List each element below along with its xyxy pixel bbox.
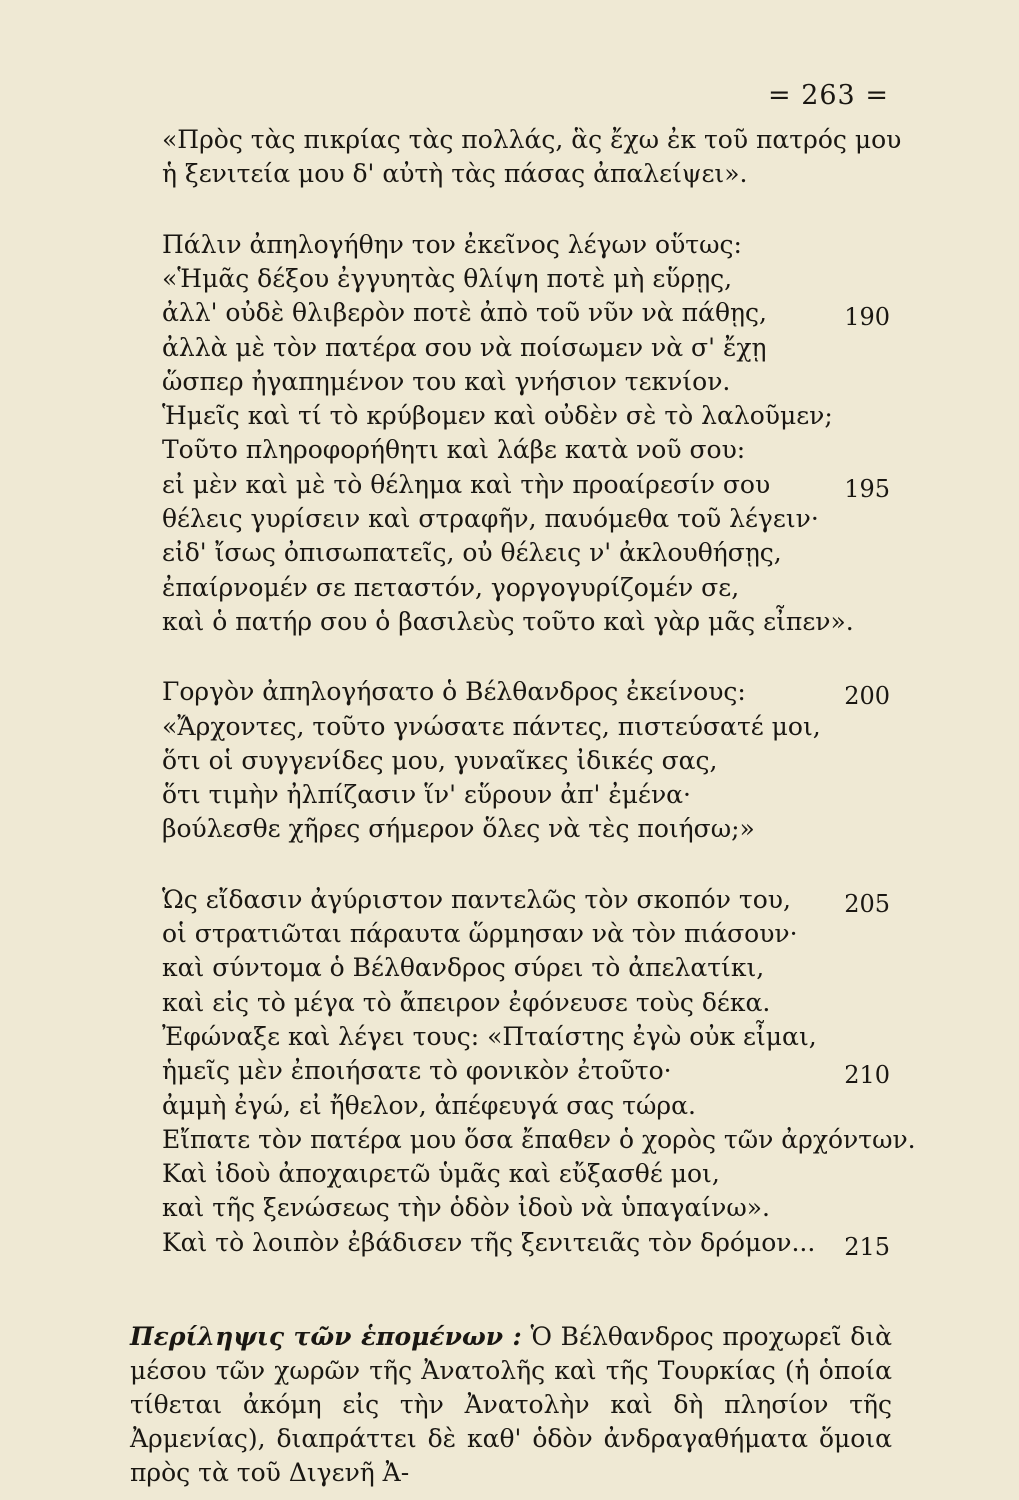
verse-line: εἰδ' ἴσως ὀπισωπατεῖς, οὐ θέλεις ν' ἀκλουθήσῃς, xyxy=(162,538,782,568)
verse-line: εἰ μὲν καὶ μὲ τὸ θέλημα καὶ τὴν προαίρεσίν σου xyxy=(162,469,771,499)
summary-paragraph xyxy=(130,1320,892,1490)
verse-line: ὅτι οἱ συγγενίδες μου, γυναῖκες ἰδικές σας, xyxy=(162,745,718,775)
verse-line: «Ἡμᾶς δέξου ἐγγυητὰς θλίψη ποτὲ μὴ εὕρῃς, xyxy=(162,263,733,293)
verse-line: Εἴπατε τὸν πατέρα μου ὅσα ἔπαθεν ὁ χορὸς τῶν ἀρχόντων. xyxy=(162,1124,916,1154)
page-number: = 263 = xyxy=(768,80,889,111)
verse-line: βούλεσθε χῆρες σήμερον ὅλες νὰ τὲς ποιήσω;» xyxy=(162,814,755,844)
verse-line: «Ἄρχοντες, τοῦτο γνώσατε πάντες, πιστεύσατέ μοι, xyxy=(162,711,821,741)
verse-line: Ἡμεῖς καὶ τί τὸ κρύβομεν καὶ οὐδὲν σὲ τὸ λαλοῦμεν; xyxy=(162,401,833,431)
verse-line: καὶ ὁ πατήρ σου ὁ βασιλεὺς τοῦτο καὶ γὰρ μᾶς εἶπεν». xyxy=(162,606,854,636)
verse-line: ἡμεῖς μὲν ἐποιήσατε τὸ φονικὸν ἐτοῦτο· xyxy=(162,1056,672,1086)
verse-line: καὶ σύντομα ὁ Βέλθανδρος σύρει τὸ ἀπελατίκι, xyxy=(162,953,765,983)
line-number: 210 xyxy=(844,1061,890,1090)
verse-line: ἀλλ' οὐδὲ θλιβερὸν ποτὲ ἀπὸ τοῦ νῦν νὰ πάθῃς, xyxy=(162,298,767,328)
verse-line: οἱ στρατιῶται πάραυτα ὥρμησαν νὰ τὸν πιάσουν· xyxy=(162,919,798,948)
verse-line: ἡ ξενιτεία μου δ' αὐτὴ τὰς πάσας ἀπαλείψει». xyxy=(162,159,748,189)
summary-heading: Περίληψις τῶν ἑπομένων : xyxy=(130,1322,522,1351)
verse-line: Γοργὸν ἀπηλογήσατο ὁ Βέλθανδρος ἐκείνους: xyxy=(162,677,746,707)
line-number: 215 xyxy=(844,1232,890,1261)
verse-line: ἀλλὰ μὲ τὸν πατέρα σου νὰ ποίσωμεν νὰ σ' ἔχῃ xyxy=(162,332,767,362)
verse-line: Ἐφώναξε καὶ λέγει τους: «Πταίστης ἐγὼ οὐκ εἶμαι, xyxy=(162,1021,817,1051)
verse-line: καὶ τῆς ξενώσεως τὴν ὁδὸν ἰδοὺ νὰ ὑπαγαίνω». xyxy=(162,1193,770,1223)
verse-line: Πάλιν ἀπηλογήθην τον ἐκεῖνος λέγων οὕτως: xyxy=(162,229,742,259)
verse-line: θέλεις γυρίσειν καὶ στραφῆν, παυόμεθα τοῦ λέγειν· xyxy=(162,504,819,533)
verse-line: καὶ εἰς τὸ μέγα τὸ ἄπειρον ἐφόνευσε τοὺς δέκα. xyxy=(162,987,771,1017)
verse-line: Τοῦτο πληροφορήθητι καὶ λάβε κατὰ νοῦ σου: xyxy=(162,435,746,465)
verse-line: Καὶ ἰδοὺ ἀποχαιρετῶ ὑμᾶς καὶ εὔξασθέ μοι, xyxy=(162,1159,720,1189)
summary-body: Ὁ Βέλθανδρος προχωρεῖ διὰ μέσου τῶν χωρῶν τῆς Ἀνατολῆς καὶ τῆς Τουρκίας (ἡ ὁποία τίθεται ἀκόμη εἰς τὴν Ἀνατολὴν καὶ δὴ πλησίον τῆς Ἀρμενίας), διαπράττει δὲ καθ' ὁδὸν ἀνδραγαθήματα ὅμοια πρὸς τὰ τοῦ Διγενῆ Ἀ- xyxy=(130,1322,892,1487)
verse-line: ὥσπερ ἠγαπημένον του καὶ γνήσιον τεκνίον. xyxy=(162,366,731,396)
line-number: 190 xyxy=(844,303,890,332)
verse-line: «Πρὸς τὰς πικρίας τὰς πολλάς, ἃς ἔχω ἐκ τοῦ πατρός μου xyxy=(162,125,902,154)
line-number: 200 xyxy=(844,682,890,711)
line-number: 205 xyxy=(844,889,890,918)
verse-line: ἐπαίρνομέν σε πεταστόν, γοργογυρίζομέν σε, xyxy=(162,572,740,602)
verse-line: Ὡς εἴδασιν ἀγύριστον παντελῶς τὸν σκοπόν του, xyxy=(162,884,791,914)
line-number: 195 xyxy=(844,474,890,503)
verse-line: ὅτι τιμὴν ἠλπίζασιν ἵν' εὕρουν ἀπ' ἐμένα· xyxy=(162,780,691,810)
verse-line: Καὶ τὸ λοιπὸν ἐβάδισεν τῆς ξενιτειᾶς τὸν δρόμον... xyxy=(162,1227,816,1257)
verse-line: ἀμμὴ ἐγώ, εἰ ἤθελον, ἀπέφευγά σας τώρα. xyxy=(162,1090,696,1120)
